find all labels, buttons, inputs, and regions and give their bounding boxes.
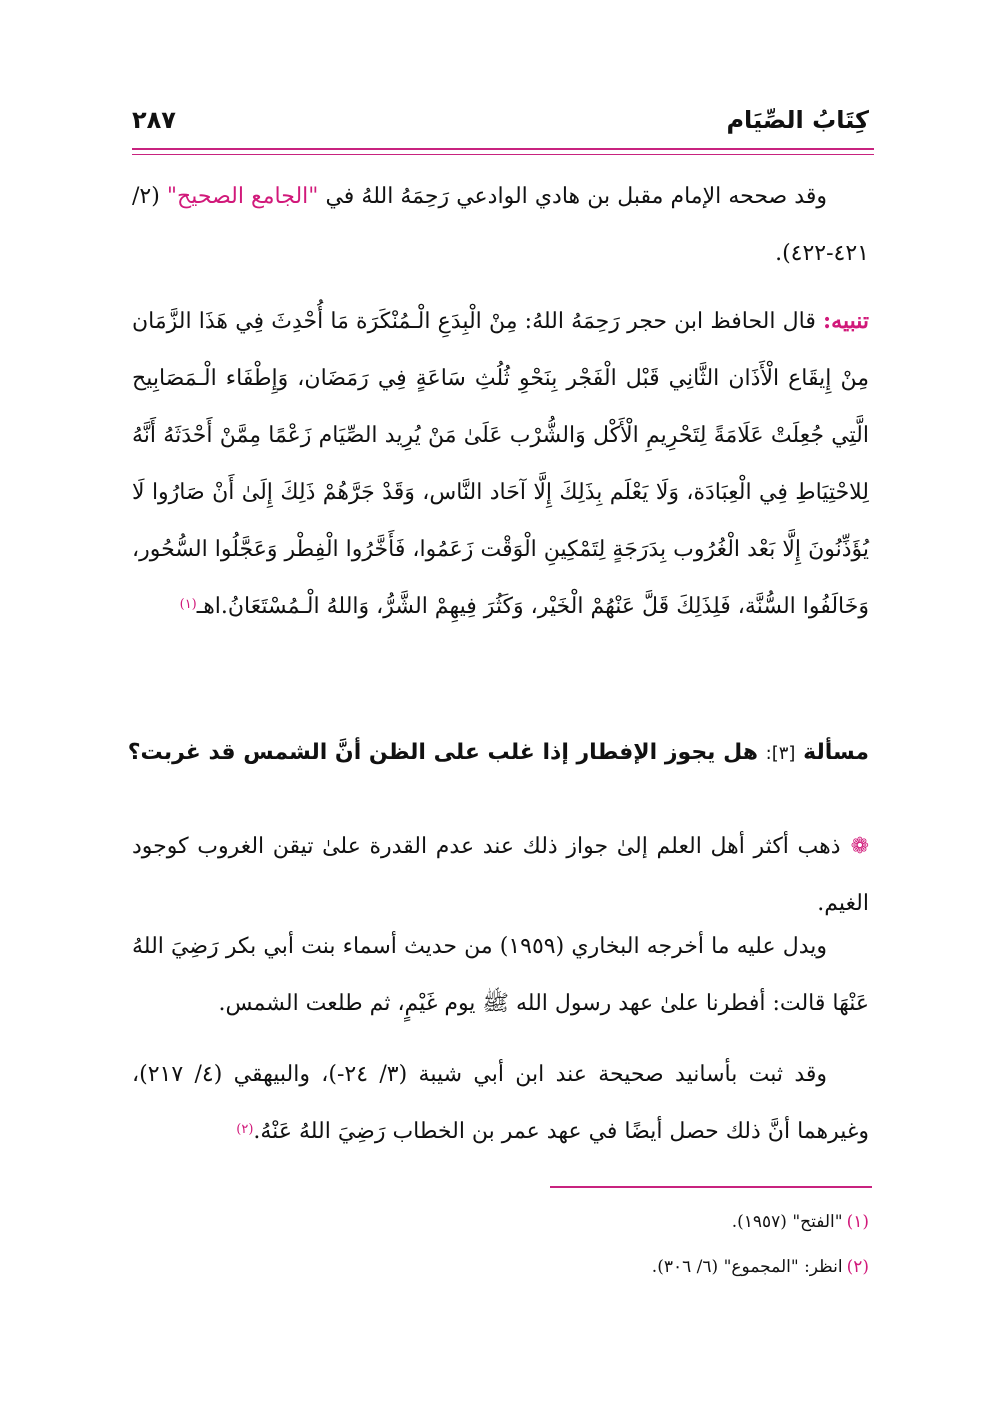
header-rule-thin xyxy=(132,154,874,155)
header-rule-thick xyxy=(132,148,874,150)
paragraph-authentication xyxy=(132,168,869,282)
footnote-number: (١) xyxy=(846,1212,869,1232)
issue-label: مسألة xyxy=(803,740,869,765)
book-reference: "الجامع الصحيح" xyxy=(166,184,319,209)
footnote-1 xyxy=(132,1208,869,1236)
paragraph-text: وقد صححه الإمام مقبل بن هادي الوادعي رَحِمَهُ اللهُ في xyxy=(318,184,827,209)
paragraph-evidence-bukhari xyxy=(132,918,869,1032)
footnote-ref-2: (٢) xyxy=(236,1122,254,1137)
notice-label: تنبيه: xyxy=(823,308,869,334)
paragraph-text: ذهب أكثر أهل العلم إلىٰ جواز ذلك عند عدم القدرة علىٰ تيقن الغروب كوجود الغيم. xyxy=(132,834,869,916)
issue-number: [٣]: xyxy=(765,743,796,764)
footnote-separator xyxy=(550,1186,872,1188)
paragraph-text: ويدل عليه ما أخرجه البخاري (١٩٥٩) من حديث أسماء بنت أبي بكر رَضِيَ اللهُ عَنْهَا قالت: أفطرنا علىٰ عهد رسول الله ﷺ يوم غَيْمٍ، ثم طلعت الشمس. xyxy=(132,934,869,1016)
paragraph-notice xyxy=(132,293,869,635)
volume-page-reference: (٢/ ٤٢١-٤٢٢). xyxy=(132,184,869,266)
issue-question: هل يجوز الإفطار إذا غلب على الظن أنَّ الشمس قد غربت؟ xyxy=(127,740,766,765)
page-number: ٢٨٧ xyxy=(132,106,176,134)
paragraph-evidence-athar xyxy=(132,1046,869,1160)
footnote-2 xyxy=(132,1253,869,1281)
flower-bullet-icon: ❁ xyxy=(850,834,869,859)
paragraph-scholars-view xyxy=(132,818,869,932)
footnote-text: "الفتح" (١٩٥٧). xyxy=(731,1212,843,1232)
paragraph-text: وقد ثبت بأسانيد صحيحة عند ابن أبي شيبة (٣/ ٢٤-)، والبيهقي (٤/ ٢١٧)، وغيرهما أنَّ ذلك حصل أيضًا في عهد عمر بن الخطاب رَضِيَ اللهُ عَنْهُ. xyxy=(132,1062,869,1144)
issue-heading xyxy=(127,731,869,776)
footnote-text: انظر: "المجموع" (٦/ ٣٠٦). xyxy=(651,1257,843,1277)
footnote-ref-1: (١) xyxy=(179,597,197,612)
notice-text: قال الحافظ ابن حجر رَحِمَهُ اللهُ: مِنْ الْبِدَعِ الْـمُنْكَرَة مَا أُحْدِثَ فِي هَذَا الزَّمَان مِنْ إِيقَاع الْأَذَان الثَّانِي قَبْل الْفَجْر بِنَحْوِ ثُلُثِ سَاعَةٍ فِي رَمَضَان، وَإِطْفَاء الْـمَصَابِيح الَّتِي جُعِلَتْ عَلَامَةً لِتَحْرِيمِ الْأَكْل وَالشُّرْب عَلَىٰ مَنْ يُرِيد الصِّيَام زَعْمًا مِمَّنْ أَحْدَثَهُ أَنَّهُ لِلاحْتِيَاطِ فِي الْعِبَادَة، وَلَا يَعْلَم بِذَلِكَ إِلَّا آحَاد النَّاس، وَقَدْ جَرَّهُمْ ذَلِكَ إِلَىٰ أَنْ صَارُوا لَا يُؤَذِّنُونَ إِلَّا بَعْد الْغُرُوب بِدَرَجَةٍ لِتَمْكِينِ الْوَقْت زَعَمُوا، فَأَخَّرُوا الْفِطْر وَعَجَّلُوا السُّحُور، وَخَالَفُوا السُّنَّة، فَلِذَلِكَ قَلَّ عَنْهُمْ الْخَيْر، وَكَثُرَ فِيهِمْ الشَّرُّ، وَاللهُ الْـمُسْتَعَانُ.اهـ xyxy=(132,309,869,619)
footnote-number: (٢) xyxy=(846,1257,869,1277)
running-header-title: كِتَابُ الصِّيَام xyxy=(726,106,869,134)
